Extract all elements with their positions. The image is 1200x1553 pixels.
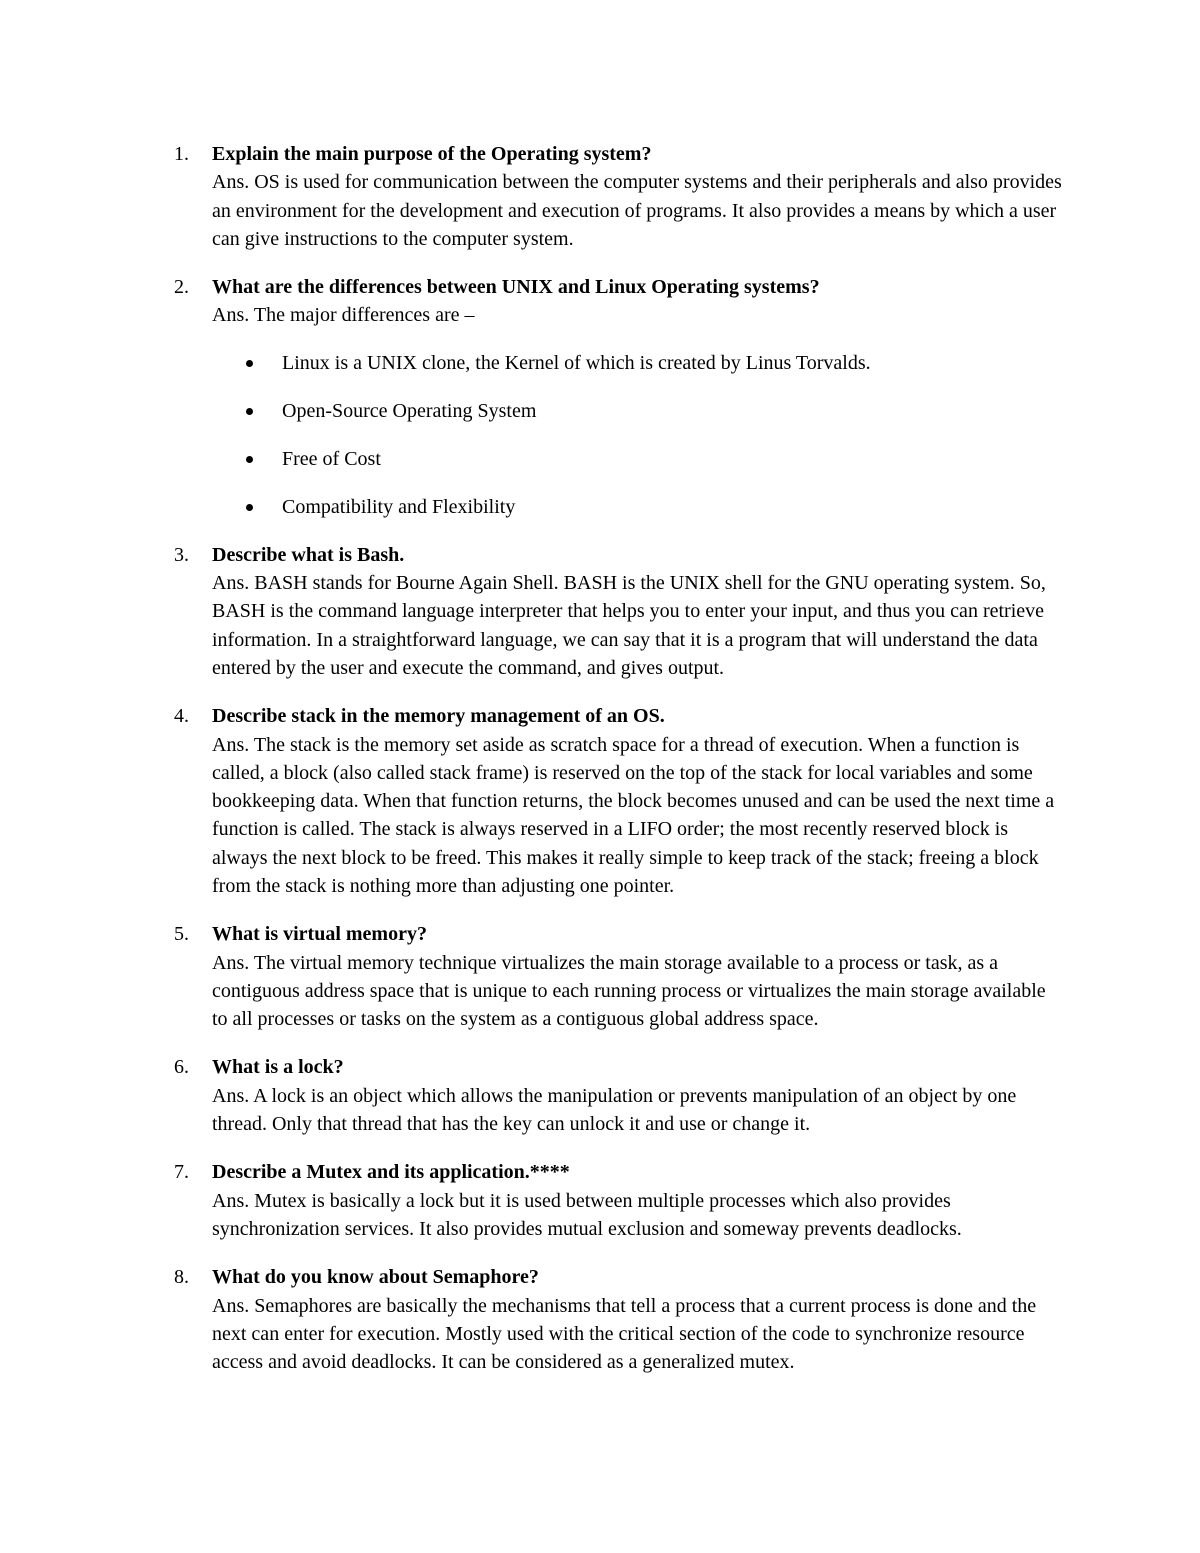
bullet-icon [246,408,253,415]
question-text: What is virtual memory? [212,923,427,946]
question-text: What are the differences between UNIX and Linux Operating systems? [212,276,820,299]
question-number: 1. [174,143,189,165]
question-number: 2. [174,276,189,299]
question-number: 3. [174,543,189,566]
question-text: Explain the main purpose of the Operating system? [212,143,652,165]
answer-text: Ans. Semaphores are basically the mechanisms that tell a process that a current process is done and the next can enter for execution. Mostly used with the critical section of the code to synchronize resource access and avoid deadlocks. It can be considered as a generalized mutex. [212,1294,1037,1374]
bullet-text: Free of Cost [282,447,381,470]
question-number: 7. [174,1161,189,1184]
question-item-7 [0,1158,1200,1263]
question-text: Describe a Mutex and its application.**** [212,1161,570,1184]
question-item-6 [0,1053,1200,1158]
bullet-text: Compatibility and Flexibility [282,495,516,518]
question-item-4 [0,702,1200,920]
question-item-1 [0,140,1200,273]
question-text: What is a lock? [212,1056,344,1079]
bullet-icon [246,504,253,511]
answer-text: Ans. OS is used for communication between the computer systems and their peripherals and also provides an environment for the development and execution of programs. It also provides a means by which a user can give instructions to the computer system. [212,171,1062,250]
question-number: 4. [174,705,189,728]
bullet-item [212,397,1060,425]
answer-text: Ans. The major differences are – [212,304,475,327]
answer-text: Ans. A lock is an object which allows the manipulation or prevents manipulation of an object by one thread. Only that thread that has the key can unlock it and use or change it. [212,1084,1017,1136]
bullet-icon [246,360,253,367]
answer-text: Ans. Mutex is basically a lock but it is used between multiple processes which also provides synchronization services. It also provides mutual exclusion and someway prevents deadlocks. [212,1189,962,1240]
question-text: What do you know about Semaphore? [212,1266,539,1289]
answer-text: Ans. The stack is the memory set aside as scratch space for a thread of execution. When a function is called, a block (also called stack frame) is reserved on the top of the stack for local variables and some bookkeeping data. When that function returns, the block becomes unused and can be used the next time a function is called. The stack is always reserved in a LIFO order; the most recently reserved block is always the next block to be freed. This makes it really simple to keep track of the stack; freeing a block from the stack is nothing more than adjusting one pointer. [212,733,1055,897]
question-item-3 [0,541,1200,702]
question-number: 8. [174,1266,189,1289]
bullet-item [212,493,1060,521]
answer-text: Ans. BASH stands for Bourne Again Shell. BASH is the UNIX shell for the GNU operating system. So, BASH is the command language interpreter that helps you to enter your input, and thus you can retrieve information. In a straightforward language, we can say that it is a program that will understand the data entered by the user and execute the command, and gives output. [212,572,1046,679]
question-item-2 [0,273,1200,521]
bullet-icon [246,456,253,463]
bullet-text: Open-Source Operating System [282,399,537,422]
question-item-8 [0,1263,1200,1376]
question-number: 6. [174,1056,189,1079]
question-text: Describe stack in the memory management of an OS. [212,705,665,728]
question-item-5 [0,920,1200,1053]
bullet-text: Linux is a UNIX clone, the Kernel of which is created by Linus Torvalds. [282,351,871,374]
question-number: 5. [174,923,189,946]
answer-text: Ans. The virtual memory technique virtualizes the main storage available to a process or task, as a contiguous address space that is unique to each running process or virtualizes the main storage available to all processes or tasks on the system as a contiguous global address space. [212,951,1046,1031]
differences-bullet-list [212,349,1060,521]
bullet-item [212,445,1060,473]
question-text: Describe what is Bash. [212,543,405,566]
question-list [0,140,1200,1376]
bullet-item [212,349,1060,377]
